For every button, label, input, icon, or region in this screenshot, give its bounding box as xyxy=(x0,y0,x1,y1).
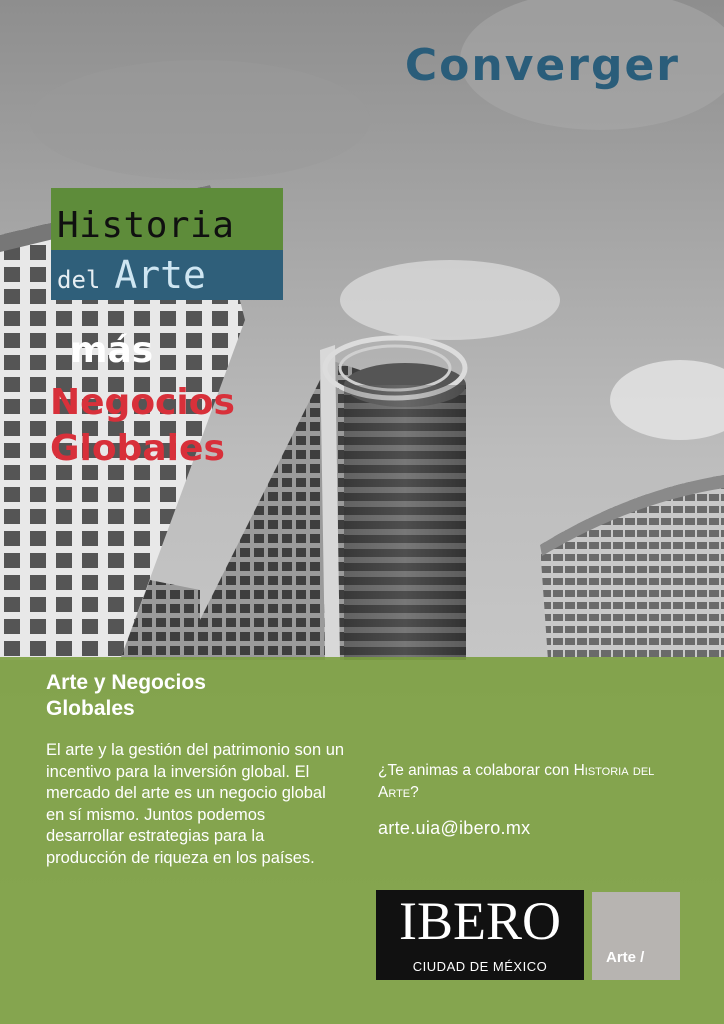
question-prefix: ¿Te animas a colaborar con xyxy=(378,762,570,779)
arte-department-tag xyxy=(592,892,680,980)
panel-title-line2: Globales xyxy=(46,697,135,720)
collaboration-question xyxy=(378,760,698,804)
contact-email-link[interactable]: arte.uia@ibero.mx xyxy=(378,818,531,838)
arte-text: Arte xyxy=(114,253,206,297)
question-highlight: Historia del Arte xyxy=(378,762,655,801)
brand-title: Converger xyxy=(404,40,680,91)
historia-del-arte-logo xyxy=(51,188,283,300)
panel-title-line1: Arte y Negocios xyxy=(46,671,206,694)
del-text: del xyxy=(57,266,101,294)
panel-title xyxy=(46,670,326,722)
historia-text: Historia xyxy=(57,205,235,246)
ibero-subtitle: CIUDAD DE MÉXICO xyxy=(412,959,548,974)
question-suffix: ? xyxy=(410,784,419,801)
negocios-line: Negocios xyxy=(50,382,235,423)
arte-tag-label: Arte / xyxy=(606,949,645,966)
globales-line: Globales xyxy=(50,428,225,469)
ibero-wordmark: IBERO xyxy=(399,891,561,951)
panel-description: El arte y la gestión del patrimonio son un incentivo para la inversión global. El mercado del arte es un negocio global en sí mismo. Juntos podemos desarrollar estrategias para la producción de riqueza en los países. xyxy=(46,741,345,867)
historia-block xyxy=(51,188,283,250)
mas-text: más xyxy=(70,330,154,371)
ibero-logo xyxy=(376,890,584,980)
del-arte-block xyxy=(51,250,283,300)
negocios-globales-heading xyxy=(50,380,235,472)
